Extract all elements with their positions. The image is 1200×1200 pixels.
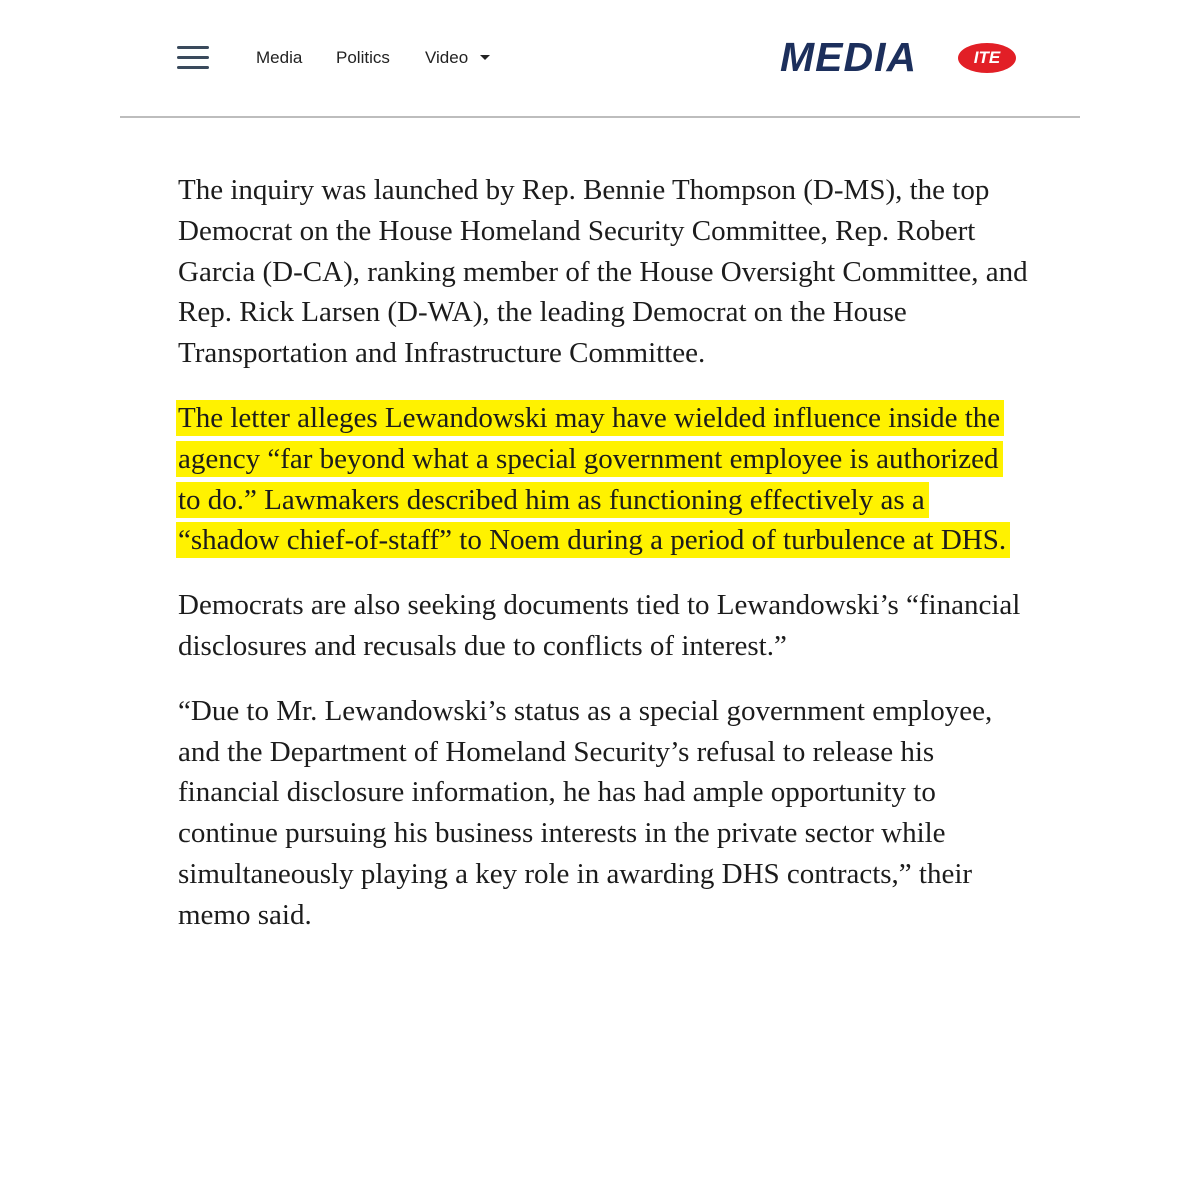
article-paragraph-2 — [178, 398, 1028, 561]
nav-link-video-label: Video — [425, 48, 469, 67]
site-logo[interactable] — [780, 35, 1020, 79]
site-header — [120, 0, 1080, 118]
hamburger-menu-icon[interactable] — [177, 44, 209, 72]
article-body — [178, 170, 1028, 960]
article-paragraph-3: Democrats are also seeking documents tied to Lewandowski’s “financial disclosures and recusals due to conflicts of interest.” — [178, 589, 1021, 662]
nav-link-media[interactable]: Media — [256, 48, 303, 67]
nav-link-politics[interactable]: Politics — [336, 48, 390, 67]
highlighted-text: The letter alleges Lewandowski may have wielded influence inside the agency “far beyond what a special government employee is authorized to do.” Lawmakers described him as functioning effectively as a “shadow chief-of-staff” to Noem during a period of turbulence at DHS. — [176, 400, 1010, 558]
article-paragraph-1: The inquiry was launched by Rep. Bennie Thompson (D-MS), the top Democrat on the House Homeland Security Committee, Rep. Robert Garcia (D-CA), ranking member of the House Oversight Committee, and Rep. Rick Larsen (D-WA), the leading Democrat on the House Transportation and Infrastructure Committee. — [178, 174, 1028, 370]
caret-down-icon — [480, 55, 490, 60]
nav-link-video[interactable] — [425, 48, 490, 68]
logo-badge: ITE — [958, 43, 1016, 73]
article-paragraph-4: “Due to Mr. Lewandowski’s status as a special government employee, and the Department of Homeland Security’s refusal to release his financial disclosure information, he has had ample opportunity to continue pursuing his business interests in the private sector while simultaneously playing a key role in awarding DHS contracts,” their memo said. — [178, 694, 993, 931]
logo-wordmark: MEDIA — [780, 34, 918, 80]
